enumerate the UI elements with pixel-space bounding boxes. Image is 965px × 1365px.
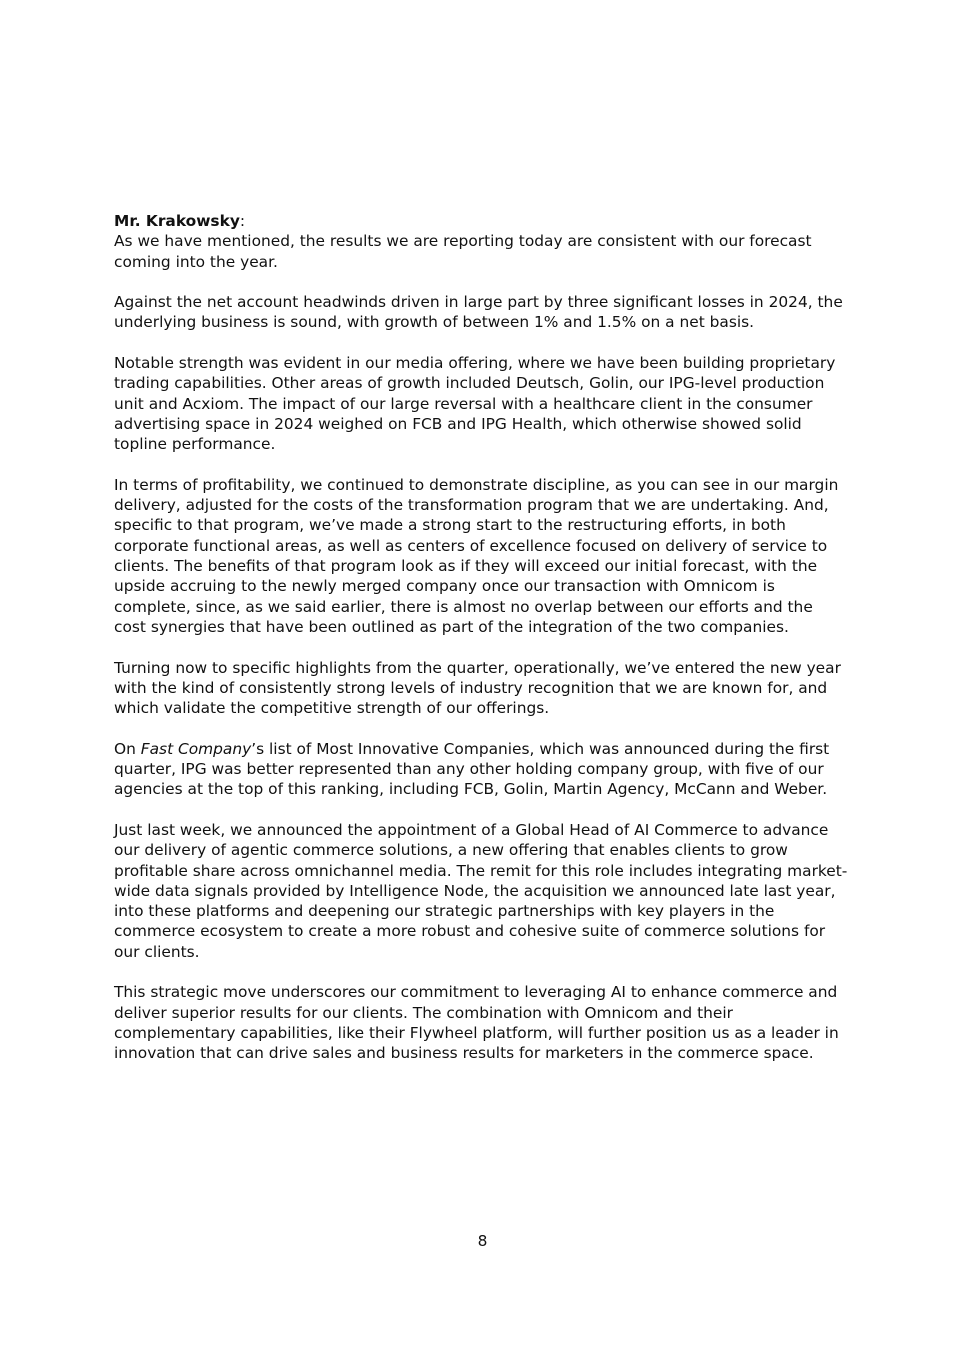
paragraph-net-account-headwinds: Against the net account headwinds driven in large part by three significant losses in 2024, the underlying business is sound, with growth of between 1% and 1.5% on a net basis. (114, 293, 843, 332)
page-number: 8 (477, 1232, 488, 1250)
paragraph-fast-company (114, 739, 849, 800)
paragraph-results-consistent: As we have mentioned, the results we are reporting today are consistent with our forecast coming into the year. (114, 232, 812, 271)
fast-company-prefix: On (114, 739, 141, 758)
paragraph-media-strength: Notable strength was evident in our media offering, where we have been building proprietary trading capabilities. Other areas of growth included Deutsch, Golin, our IPG-level production unit and Acxiom. The impact of our large reversal with a healthcare client in the consumer advertising space in 2024 weighed on FCB and IPG Health, which otherwise showed solid topline performance. (114, 354, 836, 454)
speaker-line (114, 211, 849, 231)
fast-company-text: ’s list of Most Innovative Companies, which was announced during the first quarter, IPG was better represented than any other holding company group, with five of our agencies at the top of this ranking, including FCB, Golin, Martin Agency, McCann and Weber. (114, 739, 830, 799)
paragraph-quarter-highlights: Turning now to specific highlights from the quarter, operationally, we’ve entered the new year with the kind of consistently strong levels of industry recognition that we are known for, and which validate the competitive strength of our offerings. (114, 658, 841, 718)
speaker-name: Mr. Krakowsky (114, 212, 240, 230)
transcript-body (114, 211, 849, 1084)
paragraph-ai-commerce: Just last week, we announced the appointment of a Global Head of AI Commerce to advance our delivery of agentic commerce solutions, a new offering that enables clients to grow profitable share across omnichannel media. The remit for this role includes integrating market-wide data signals provided by Intelligence Node, the acquisition we announced late last year, into these platforms and deepening our strategic partnerships with key players in the commerce ecosystem to create a more robust and cohesive suite of commerce solutions for our clients. (114, 820, 848, 961)
paragraph-strategic-move: This strategic move underscores our commitment to leveraging AI to enhance commerce and deliver superior results for our clients. The combination with Omnicom and their complementary capabilities, like their Flywheel platform, will further position us as a leader in innovation that can drive sales and business results for marketers in the commerce space. (114, 983, 839, 1063)
paragraph-profitability: In terms of profitability, we continued to demonstrate discipline, as you can see in our margin delivery, adjusted for the costs of the transformation program that we are undertaking. And, specific to that program, we’ve made a strong start to the restructuring efforts, in both corporate functional areas, as well as centers of excellence focused on delivery of service to clients. The benefits of that program look as if they will exceed our initial forecast, with the upside accruing to the newly merged company once our transaction with Omnicom is complete, since, as we said earlier, there is almost no overlap between our efforts and the cost synergies that have been outlined as part of the integration of the two companies. (114, 475, 839, 636)
fast-company-title: Fast Company (140, 739, 252, 758)
speaker-colon: : (239, 212, 246, 230)
